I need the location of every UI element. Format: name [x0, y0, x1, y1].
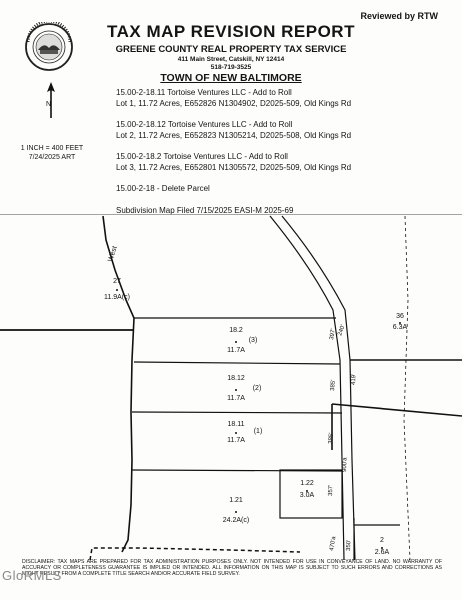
- entry-line: Lot 1, 11.72 Acres, E652826 N1304902, D2025-509, Old Kings Rd: [116, 99, 352, 108]
- entry-line: 15.00-2-18 - Delete Parcel: [116, 184, 210, 193]
- watermark: GloRMLS: [2, 568, 62, 583]
- entry-lot-1: [116, 87, 351, 109]
- parcel-lot: (1): [253, 428, 263, 435]
- parcel-id: 2: [380, 537, 384, 544]
- entry-line: 15.00-2-18.2 Tortoise Ventures LLC - Add to Roll: [116, 152, 288, 161]
- parcel-acres: 6.3A: [392, 324, 408, 331]
- reviewed-by: Reviewed by RTW: [360, 11, 438, 21]
- parcel-id: 1.21: [229, 497, 243, 504]
- parcel-id: 36: [396, 313, 404, 320]
- report-title: TAX MAP REVISION REPORT: [107, 22, 355, 41]
- parcel-acres: 11.7A: [227, 437, 245, 444]
- scale-date: 7/24/2025 ART: [28, 154, 76, 161]
- parcel-acres: 2.6A: [374, 549, 390, 556]
- parcel-acres: 11.7A: [227, 347, 245, 354]
- subdivision-note: Subdivision Map Filed 7/15/2025 EASI-M 2025-69: [116, 206, 294, 215]
- entry-line: Lot 3, 11.72 Acres, E652801 N1305572, D2025-509, Old Kings Rd: [116, 163, 352, 172]
- parcel-id: 18.2: [229, 327, 243, 334]
- dimension-label: 419': [351, 373, 358, 386]
- entry-line: 15.00-2-18.11 Tortoise Ventures LLC - Add to Roll: [116, 88, 292, 97]
- parcel-acres: 11.9A(c): [104, 294, 130, 301]
- north-arrow-icon: [44, 80, 58, 120]
- dimension-label: 397': [329, 328, 337, 341]
- dimension-label: 357': [328, 484, 335, 497]
- dimension-label: 350': [346, 539, 353, 552]
- scale-note: [2, 144, 102, 162]
- town-name: TOWN OF NEW BALTIMORE: [160, 72, 302, 84]
- parcel-acres: 11.7A: [227, 395, 245, 402]
- parcel-id: 18.12: [227, 375, 245, 382]
- dimension-label: 240': [337, 324, 347, 337]
- tax-map: [0, 214, 462, 560]
- dimension-label: 385': [330, 379, 337, 392]
- disclaimer: DISCLAIMER: TAX MAPS ARE PREPARED FOR TAX ADMINISTRATION PURPOSES ONLY. NOT INTENDED FOR USE IN CONVEYANCE OF LAND. NO WARRANTY OF ACCURACY OR COMPLETENESS GUARANTEE IS IMPLIED OR INTENDED. ALL INFORMATION ON THIS MAP IS SUBJECT TO SUCH ERRORS AND CORRECTIONS AS MIGHT RESULT FROM A COMPLETE TITLE SEARCH AND/OR ACCURATE FIELD SURVEY.: [22, 559, 442, 577]
- entry-lot-2: [116, 119, 351, 141]
- parcel-id: 1.22: [300, 480, 314, 487]
- entry-line: Lot 2, 11.72 Acres, E652823 N1305214, D2025-508, Old Kings Rd: [116, 131, 352, 140]
- scale-ratio: 1 INCH = 400 FEET: [20, 145, 84, 152]
- entry-line: 15.00-2-18.12 Tortoise Ventures LLC - Add to Roll: [116, 120, 293, 129]
- dimension-label: 900'a: [342, 457, 349, 473]
- parcel-lot: (2): [252, 385, 262, 392]
- entry-lot-3: [116, 151, 351, 173]
- agency-address: 411 Main Street, Catskill, NY 12414: [177, 56, 285, 63]
- dimension-label: 470'a: [329, 536, 338, 552]
- entry-delete: [116, 183, 210, 194]
- parcel-lot: (3): [248, 337, 258, 344]
- parcel-acres: 24.2A(c): [222, 517, 250, 524]
- agency-name: GREENE COUNTY REAL PROPERTY TAX SERVICE: [115, 44, 347, 55]
- parcel-acres: 3.0A: [299, 492, 315, 499]
- parcel-id: 18.11: [227, 421, 245, 428]
- parcel-id: 27: [113, 278, 121, 285]
- agency-phone: 518-719-3525: [210, 64, 252, 71]
- dimension-label: 385': [328, 432, 335, 445]
- road-label: West: [107, 245, 119, 263]
- svg-text:N: N: [46, 101, 52, 108]
- county-seal-icon: [24, 22, 74, 72]
